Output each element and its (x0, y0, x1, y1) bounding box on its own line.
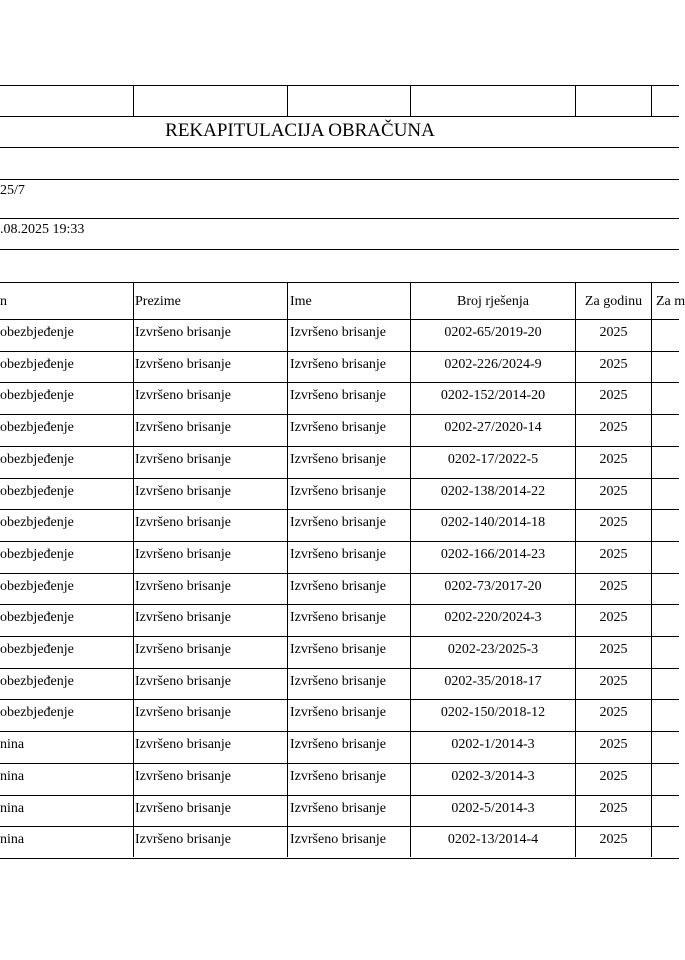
cell-year: 2025 (599, 356, 628, 372)
table-row-border (0, 604, 679, 605)
cell-type: obezbjeđenje (0, 451, 74, 467)
cell-name: Izvršeno brisanje (290, 546, 387, 562)
top-divider (410, 85, 411, 116)
column-divider (133, 282, 134, 857)
top-row-bottom-border (0, 116, 679, 117)
cell-decision-number: 0202-35/2018-17 (444, 673, 542, 689)
cell-decision-number: 0202-152/2014-20 (440, 388, 546, 404)
cell-decision-number: 0202-140/2014-18 (440, 515, 546, 531)
cell-decision-number: 0202-226/2024-9 (444, 356, 542, 372)
cell-decision-number: 0202-27/2020-14 (444, 420, 542, 436)
column-header-type: n (0, 294, 7, 309)
cell-name: Izvršeno brisanje (290, 451, 387, 467)
table-row-border (0, 763, 679, 764)
cell-decision-number: 0202-5/2014-3 (451, 800, 535, 816)
cell-type: obezbjeđenje (0, 610, 74, 626)
cell-year: 2025 (599, 483, 628, 499)
cell-year: 2025 (599, 768, 628, 784)
cell-surname: Izvršeno brisanje (135, 578, 232, 594)
cell-year: 2025 (599, 737, 628, 753)
column-header-decision-number: Broj rješenja (457, 294, 529, 309)
header-bottom-border (0, 319, 679, 320)
cell-year: 2025 (599, 832, 628, 848)
table-row-border (0, 478, 679, 479)
cell-year: 2025 (599, 546, 628, 562)
cell-name: Izvršeno brisanje (290, 515, 387, 531)
column-header-surname: Prezime (135, 294, 181, 309)
table-row-border (0, 826, 679, 827)
cell-name: Izvršeno brisanje (290, 800, 387, 816)
cell-type: obezbjeđenje (0, 515, 74, 531)
cell-year: 2025 (599, 451, 628, 467)
cell-surname: Izvršeno brisanje (135, 673, 232, 689)
table-row-border (0, 795, 679, 796)
datetime-bottom-border (0, 249, 679, 250)
title-bottom-border (0, 147, 679, 148)
cell-year: 2025 (599, 515, 628, 531)
cell-type: obezbjeđenje (0, 705, 74, 721)
table-row-border (0, 541, 679, 542)
cell-decision-number: 0202-220/2024-3 (444, 610, 542, 626)
top-divider (575, 85, 576, 116)
cell-surname: Izvršeno brisanje (135, 420, 232, 436)
table-row-border (0, 668, 679, 669)
cell-year: 2025 (599, 642, 628, 657)
cell-type: obezbjeđenje (0, 673, 74, 689)
cell-year: 2025 (599, 705, 628, 721)
cell-surname: Izvršeno brisanje (135, 325, 232, 340)
cell-surname: Izvršeno brisanje (135, 546, 232, 562)
cell-name: Izvršeno brisanje (290, 768, 387, 784)
cell-name: Izvršeno brisanje (290, 420, 387, 436)
table-row-border (0, 858, 679, 859)
report-datetime: .08.2025 19:33 (0, 222, 85, 237)
cell-surname: Izvršeno brisanje (135, 800, 232, 816)
ref-top-border (0, 179, 679, 180)
table-row-border (0, 731, 679, 732)
cell-decision-number: 0202-150/2018-12 (440, 705, 546, 721)
cell-surname: Izvršeno brisanje (135, 610, 232, 626)
cell-type: obezbjeđenje (0, 420, 74, 436)
top-divider (133, 85, 134, 116)
cell-name: Izvršeno brisanje (290, 356, 387, 372)
cell-name: Izvršeno brisanje (290, 673, 387, 689)
table-row-border (0, 636, 679, 637)
cell-name: Izvršeno brisanje (290, 642, 387, 657)
cell-decision-number: 0202-65/2019-20 (444, 325, 542, 340)
cell-surname: Izvršeno brisanje (135, 483, 232, 499)
cell-name: Izvršeno brisanje (290, 705, 387, 721)
cell-decision-number: 0202-1/2014-3 (451, 737, 535, 753)
cell-decision-number: 0202-166/2014-23 (440, 546, 546, 562)
cell-decision-number: 0202-23/2025-3 (447, 642, 539, 657)
cell-year: 2025 (599, 800, 628, 816)
cell-type: nina (0, 832, 25, 848)
cell-year: 2025 (599, 420, 628, 436)
ref-number: 25/7 (0, 183, 25, 198)
cell-surname: Izvršeno brisanje (135, 705, 232, 721)
ref-bottom-border (0, 218, 679, 219)
table-row-border (0, 573, 679, 574)
cell-type: obezbjeđenje (0, 325, 74, 340)
column-divider (287, 282, 288, 857)
column-header-year: Za godinu (584, 294, 643, 309)
column-header-name: Ime (290, 294, 312, 309)
cell-type: nina (0, 768, 25, 784)
cell-name: Izvršeno brisanje (290, 737, 387, 753)
cell-year: 2025 (599, 673, 628, 689)
cell-type: nina (0, 800, 25, 816)
report-title: REKAPITULACIJA OBRAČUNA (165, 120, 435, 141)
cell-surname: Izvršeno brisanje (135, 515, 232, 531)
cell-name: Izvršeno brisanje (290, 483, 387, 499)
cell-name: Izvršeno brisanje (290, 325, 387, 340)
table-top-border (0, 282, 679, 283)
table-row-border (0, 382, 679, 383)
cell-decision-number: 0202-13/2014-4 (447, 832, 539, 848)
cell-surname: Izvršeno brisanje (135, 388, 232, 404)
table-row-border (0, 414, 679, 415)
cell-surname: Izvršeno brisanje (135, 642, 232, 657)
cell-name: Izvršeno brisanje (290, 610, 387, 626)
cell-name: Izvršeno brisanje (290, 388, 387, 404)
top-divider (287, 85, 288, 116)
cell-type: obezbjeđenje (0, 642, 74, 657)
column-divider (651, 282, 652, 857)
top-border (0, 85, 679, 86)
cell-type: obezbjeđenje (0, 388, 74, 404)
cell-type: obezbjeđenje (0, 483, 74, 499)
cell-type: nina (0, 737, 25, 753)
cell-decision-number: 0202-3/2014-3 (451, 768, 535, 784)
cell-surname: Izvršeno brisanje (135, 451, 232, 467)
cell-year: 2025 (599, 325, 628, 340)
cell-surname: Izvršeno brisanje (135, 356, 232, 372)
top-divider (651, 85, 652, 116)
table-row-border (0, 509, 679, 510)
cell-surname: Izvršeno brisanje (135, 737, 232, 753)
table-row-border (0, 699, 679, 700)
cell-type: obezbjeđenje (0, 546, 74, 562)
cell-surname: Izvršeno brisanje (135, 832, 232, 848)
cell-year: 2025 (599, 388, 628, 404)
cell-type: obezbjeđenje (0, 356, 74, 372)
cell-decision-number: 0202-17/2022-5 (447, 451, 539, 467)
cell-decision-number: 0202-73/2017-20 (444, 578, 542, 594)
cell-name: Izvršeno brisanje (290, 578, 387, 594)
cell-surname: Izvršeno brisanje (135, 768, 232, 784)
cell-year: 2025 (599, 578, 628, 594)
table-row-border (0, 351, 679, 352)
cell-decision-number: 0202-138/2014-22 (440, 483, 546, 499)
cell-type: obezbjeđenje (0, 578, 74, 594)
table-row-border (0, 446, 679, 447)
column-header-month: Za m (656, 294, 685, 309)
cell-name: Izvršeno brisanje (290, 832, 387, 848)
cell-year: 2025 (599, 610, 628, 626)
